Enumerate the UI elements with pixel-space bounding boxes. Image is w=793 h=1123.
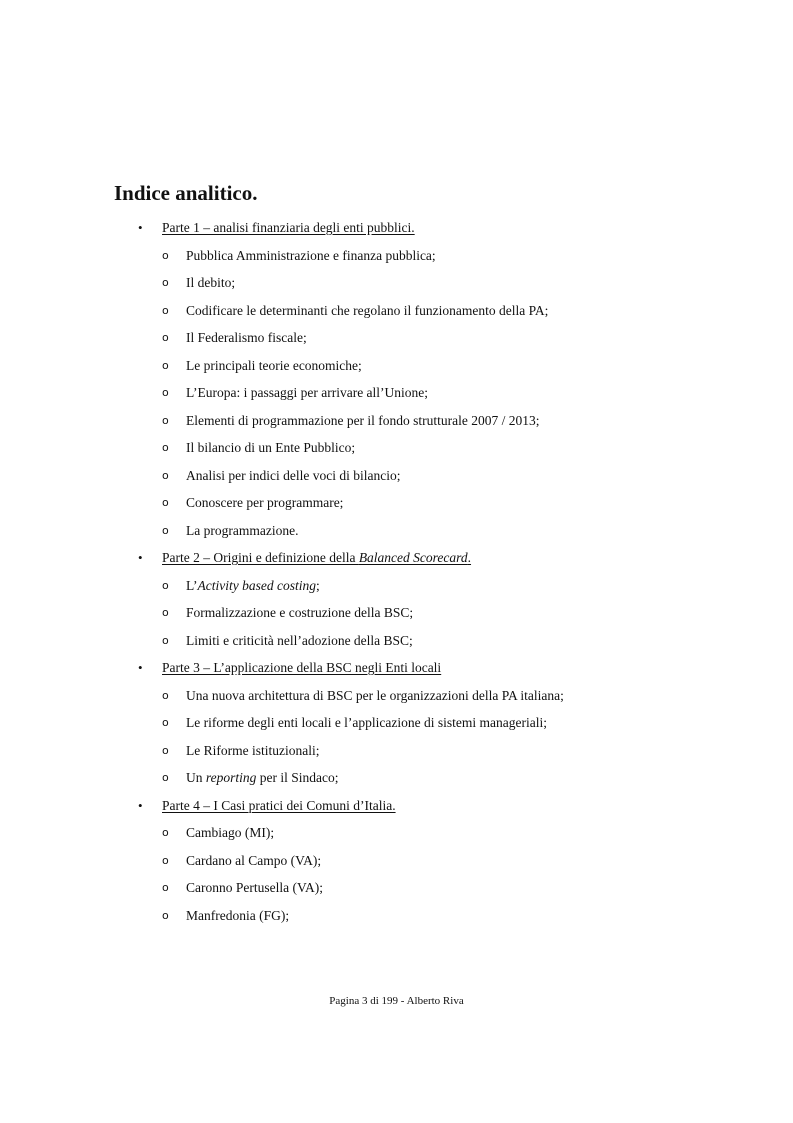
text-run: La programmazione. <box>186 522 299 538</box>
toc-item <box>0 682 793 710</box>
toc-item <box>0 324 793 352</box>
circle-bullet-icon: o <box>162 771 169 784</box>
toc-item <box>0 764 793 792</box>
toc-item-text <box>186 709 547 737</box>
toc-item-text <box>186 627 413 655</box>
toc-item <box>0 434 793 462</box>
toc-item <box>0 242 793 270</box>
toc-item-text <box>186 517 298 545</box>
text-run: Le riforme degli enti locali e l’applicazione di sistemi manageriali; <box>186 715 547 730</box>
toc-item <box>0 737 793 765</box>
text-run: Caronno Pertusella (VA); <box>186 880 323 895</box>
toc-item-text <box>186 434 355 462</box>
circle-bullet-icon: o <box>162 441 169 454</box>
toc-item-text <box>186 269 235 297</box>
text-run: Parte 2 – Origini e definizione della <box>162 550 359 565</box>
circle-bullet-icon: o <box>162 358 169 372</box>
circle-bullet-icon: o <box>162 248 169 262</box>
section-heading <box>162 544 471 572</box>
text-run: Parte 1 – analisi finanziaria degli enti pubblici. <box>162 220 415 235</box>
toc-item-text <box>186 324 307 352</box>
bullet-icon: • <box>138 550 143 565</box>
toc-section-1 <box>0 214 793 242</box>
circle-bullet-icon: o <box>162 716 169 729</box>
text-run: Il bilancio di un Ente Pubblico; <box>186 440 356 455</box>
text-run: Una nuova architettura di BSC per le organizzazioni della PA italiana; <box>186 687 564 703</box>
toc-item <box>0 407 793 435</box>
toc-item <box>0 269 793 297</box>
toc-item <box>0 847 793 875</box>
toc-item-text <box>186 489 343 517</box>
toc-item-text <box>186 407 540 435</box>
circle-bullet-icon: o <box>162 606 169 619</box>
circle-bullet-icon: o <box>162 468 169 482</box>
bullet-icon: • <box>138 660 143 675</box>
toc-item <box>0 462 793 490</box>
toc-item <box>0 379 793 407</box>
toc-item-text <box>186 819 274 847</box>
bullet-icon: • <box>138 797 143 813</box>
toc-item <box>0 572 793 600</box>
toc-item <box>0 352 793 380</box>
toc-item <box>0 627 793 655</box>
text-run: Analisi per indici delle voci di bilancio; <box>186 467 401 483</box>
toc-item-text <box>186 599 413 627</box>
circle-bullet-icon: o <box>162 826 169 839</box>
italic-text: reporting <box>205 770 257 785</box>
circle-bullet-icon: o <box>162 276 169 289</box>
toc-item-text <box>186 764 338 792</box>
toc-item-text <box>186 874 323 902</box>
toc-item <box>0 874 793 902</box>
text-run: per il Sindaco; <box>256 770 339 785</box>
text-run: Manfredonia (FG); <box>186 907 290 923</box>
section-heading <box>162 654 441 682</box>
circle-bullet-icon: o <box>162 853 169 867</box>
toc-item-text <box>186 737 319 765</box>
text-run: . <box>467 550 472 565</box>
page-footer: Pagina 3 di 199 - Alberto Riva <box>329 995 464 1007</box>
toc-item-text <box>186 902 289 930</box>
circle-bullet-icon: o <box>162 743 169 757</box>
text-run: Cambiago (MI); <box>186 825 275 840</box>
text-run: Parte 3 – L’applicazione della BSC negli Enti locali <box>162 660 442 675</box>
circle-bullet-icon: o <box>162 386 169 399</box>
toc-section-3 <box>0 654 793 682</box>
circle-bullet-icon: o <box>162 331 169 344</box>
toc-item <box>0 599 793 627</box>
circle-bullet-icon: o <box>162 578 169 592</box>
text-run: Parte 4 – I Casi pratici dei Comuni d’Italia. <box>162 797 396 813</box>
text-run: Cardano al Campo (VA); <box>186 852 322 868</box>
toc-item <box>0 297 793 325</box>
circle-bullet-icon: o <box>162 413 169 427</box>
toc-item <box>0 489 793 517</box>
text-run: Limiti e criticità nell’adozione della BSC; <box>186 632 413 648</box>
text-run: Codificare le determinanti che regolano il funzionamento della PA; <box>186 302 549 318</box>
circle-bullet-icon: o <box>162 523 169 537</box>
text-run: Il Federalismo fiscale; <box>186 330 307 345</box>
text-run: Pubblica Amministrazione e finanza pubblica; <box>186 247 436 263</box>
toc-item <box>0 819 793 847</box>
toc-item-text <box>186 242 436 270</box>
text-run: L’Europa: i passaggi per arrivare all’Unione; <box>186 385 429 400</box>
text-run: Elementi di programmazione per il fondo strutturale 2007 / 2013; <box>186 412 540 428</box>
section-heading <box>162 792 396 820</box>
toc-item-text <box>186 352 362 380</box>
toc-item-text <box>186 847 321 875</box>
text-run: ; <box>315 577 320 593</box>
toc-item-text <box>186 682 564 710</box>
table-of-contents <box>0 214 793 929</box>
circle-bullet-icon: o <box>162 496 169 509</box>
page-title: Indice analitico. <box>114 181 258 205</box>
text-run: Formalizzazione e costruzione della BSC; <box>186 605 414 620</box>
circle-bullet-icon: o <box>162 303 169 317</box>
toc-item-text <box>186 297 548 325</box>
text-run: Conoscere per programmare; <box>186 495 344 510</box>
toc-item-text <box>186 572 320 600</box>
text-run: Le Riforme istituzionali; <box>186 742 320 758</box>
toc-item <box>0 709 793 737</box>
text-run: Le principali teorie economiche; <box>186 357 362 373</box>
circle-bullet-icon: o <box>162 688 169 702</box>
toc-item-text <box>186 379 428 407</box>
toc-item <box>0 517 793 545</box>
text-run: L’ <box>186 577 198 593</box>
italic-text: Activity based costing <box>197 577 316 593</box>
circle-bullet-icon: o <box>162 881 169 894</box>
toc-item <box>0 902 793 930</box>
italic-text: Balanced Scorecard <box>358 550 468 565</box>
bullet-icon: • <box>138 220 143 235</box>
text-run: Il debito; <box>186 275 236 290</box>
text-run: Un <box>186 770 206 785</box>
toc-section-4 <box>0 792 793 820</box>
circle-bullet-icon: o <box>162 908 169 922</box>
toc-item-text <box>186 462 400 490</box>
section-heading <box>162 214 415 242</box>
circle-bullet-icon: o <box>162 633 169 647</box>
toc-section-2 <box>0 544 793 572</box>
